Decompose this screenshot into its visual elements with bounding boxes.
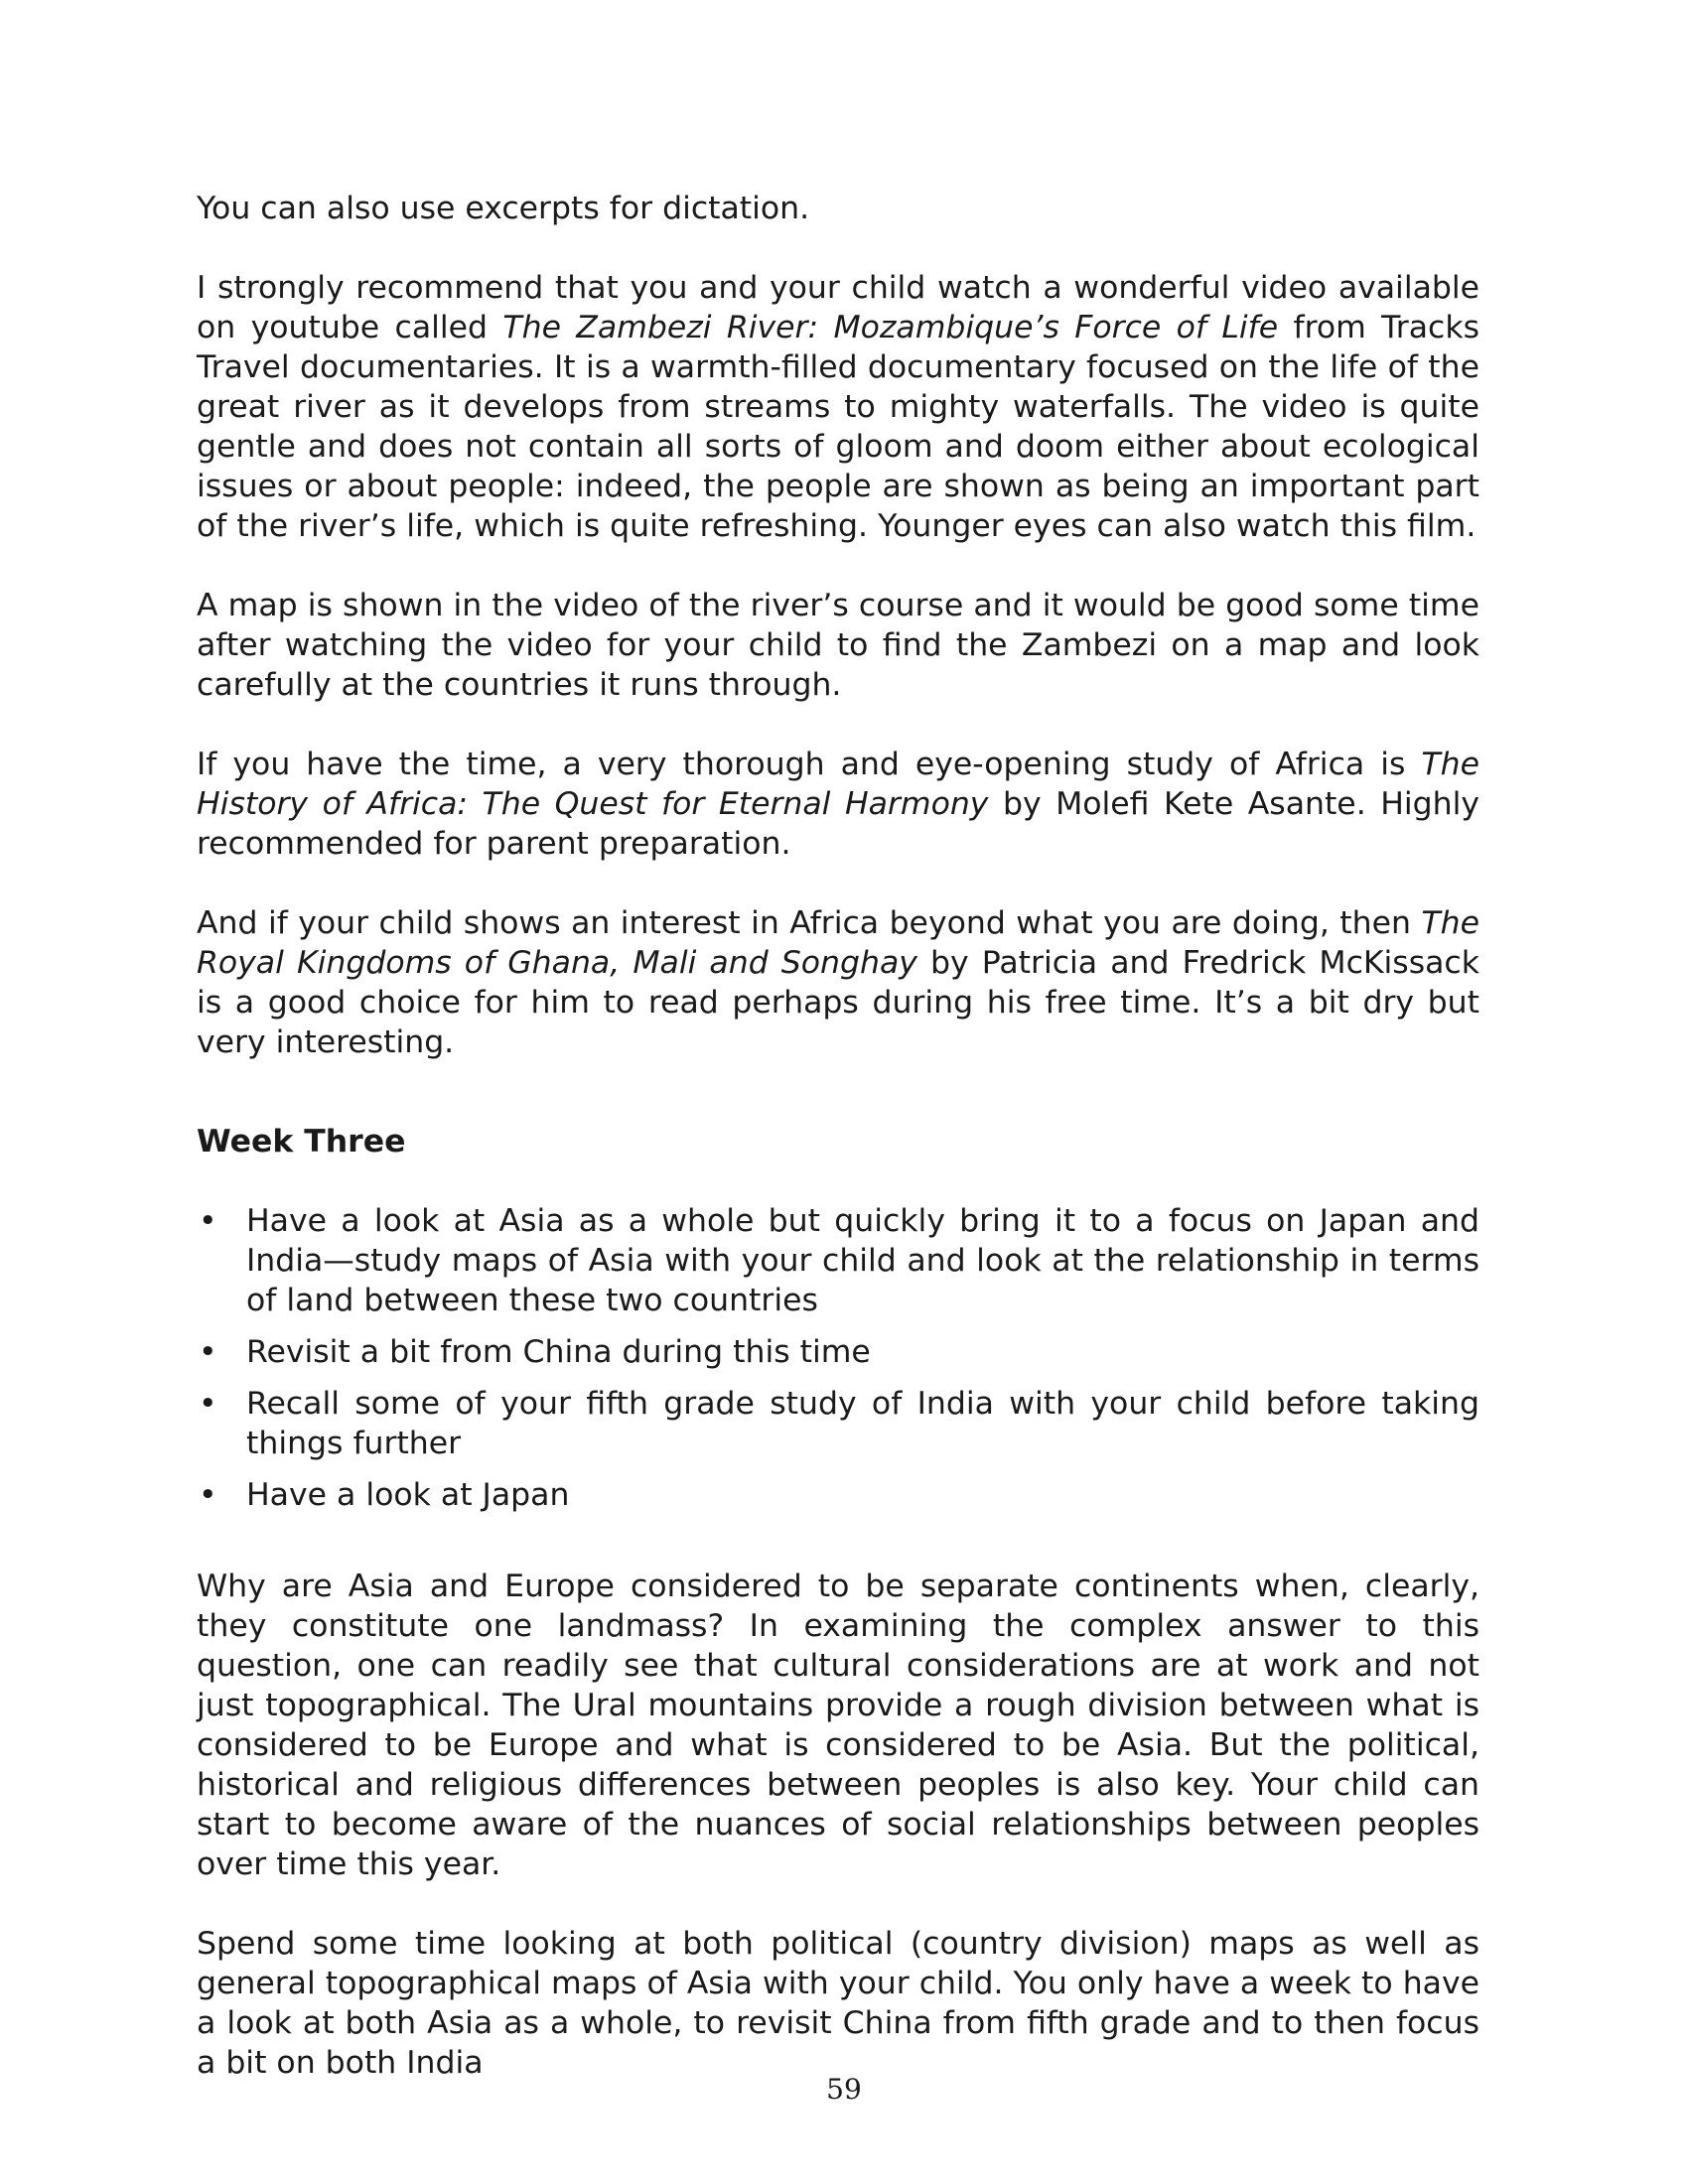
paragraph-text: by Molefi Kete Asante. Highly recommended for parent preparation. xyxy=(197,786,1479,862)
paragraph-maps-of-asia: Spend some time looking at both political (country division) maps as well as general topographical maps of Asia with your child. You only have a week to have a look at both Asia as a whole, to revisit China from fifth grade and to then focus a bit on both India xyxy=(197,1926,1479,2081)
bullet-icon: • xyxy=(199,1203,217,1239)
list-item-text: Recall some of your fifth grade study of India with your child before taking things further xyxy=(246,1386,1479,1461)
paragraph-text: from Tracks Travel documentaries. It is a warmth-filled documentary focused on the life of the great river as it develops from streams to mighty waterfalls. The video is quite gentle and does not contain all sorts of gloom and doom either about ecological issues or about people: indeed, the people are shown as being an important part of the river’s life, which is quite refreshing. Younger eyes can also watch this film. xyxy=(197,310,1479,544)
paragraph-map: A map is shown in the video of the river’s course and it would be good some time after watching the video for your child to find the Zambezi on a map and look carefully at the countries it runs through. xyxy=(197,588,1479,703)
paragraph-zambezi-video xyxy=(197,268,1479,546)
list-item xyxy=(197,1332,1479,1372)
paragraph-text: by Patricia and Fredrick McKissack is a good choice for him to read perhaps during his free time. It’s a bit dry but very interesting. xyxy=(197,945,1479,1060)
page-number: 59 xyxy=(826,2073,862,2106)
section-heading: Week Three xyxy=(197,1124,406,1160)
book-title: The History of Africa: The Quest for Eternal Harmony xyxy=(197,747,1479,822)
bullet-list xyxy=(197,1201,1479,1515)
list-item-text: Have a look at Japan xyxy=(246,1477,570,1513)
page-body xyxy=(197,189,1479,2122)
paragraph-dictation: You can also use excerpts for dictation. xyxy=(197,191,810,226)
bullet-icon: • xyxy=(199,1477,217,1513)
paragraph-text: I strongly recommend that you and your child watch a wonderful video available on youtube called xyxy=(197,270,1479,345)
paragraph-royal-kingdoms xyxy=(197,903,1479,1062)
bullet-icon: • xyxy=(199,1386,217,1422)
video-title: The Zambezi River: Mozambique’s Force of Life xyxy=(502,310,1279,345)
paragraph-asia-europe: Why are Asia and Europe considered to be separate continents when, clearly, they constitute one landmass? In examining the complex answer to this question, one can readily see that cultural considerations are at work and not just topographical. The Ural mountains provide a rough division between what is considered to be Europe and what is considered to be Asia. But the political, historical and religious differences between peoples is also key. Your child can start to become aware of the nuances of social relationships between peoples over time this year. xyxy=(197,1569,1479,1882)
book-title: The Royal Kingdoms of Ghana, Mali and Songhay xyxy=(197,905,1479,981)
list-item xyxy=(197,1475,1479,1515)
list-item-text: Have a look at Asia as a whole but quickly bring it to a focus on Japan and India—study maps of Asia with your child and look at the relationship in terms of land between these two countries xyxy=(246,1203,1479,1318)
paragraph-history-of-africa xyxy=(197,745,1479,864)
list-item-text: Revisit a bit from China during this time xyxy=(246,1334,871,1370)
list-item xyxy=(197,1201,1479,1320)
paragraph-text: If you have the time, a very thorough and eye-opening study of Africa is xyxy=(197,747,1422,782)
bullet-icon: • xyxy=(199,1334,217,1370)
list-item xyxy=(197,1384,1479,1463)
paragraph-text: And if your child shows an interest in Africa beyond what you are doing, then xyxy=(197,905,1422,941)
